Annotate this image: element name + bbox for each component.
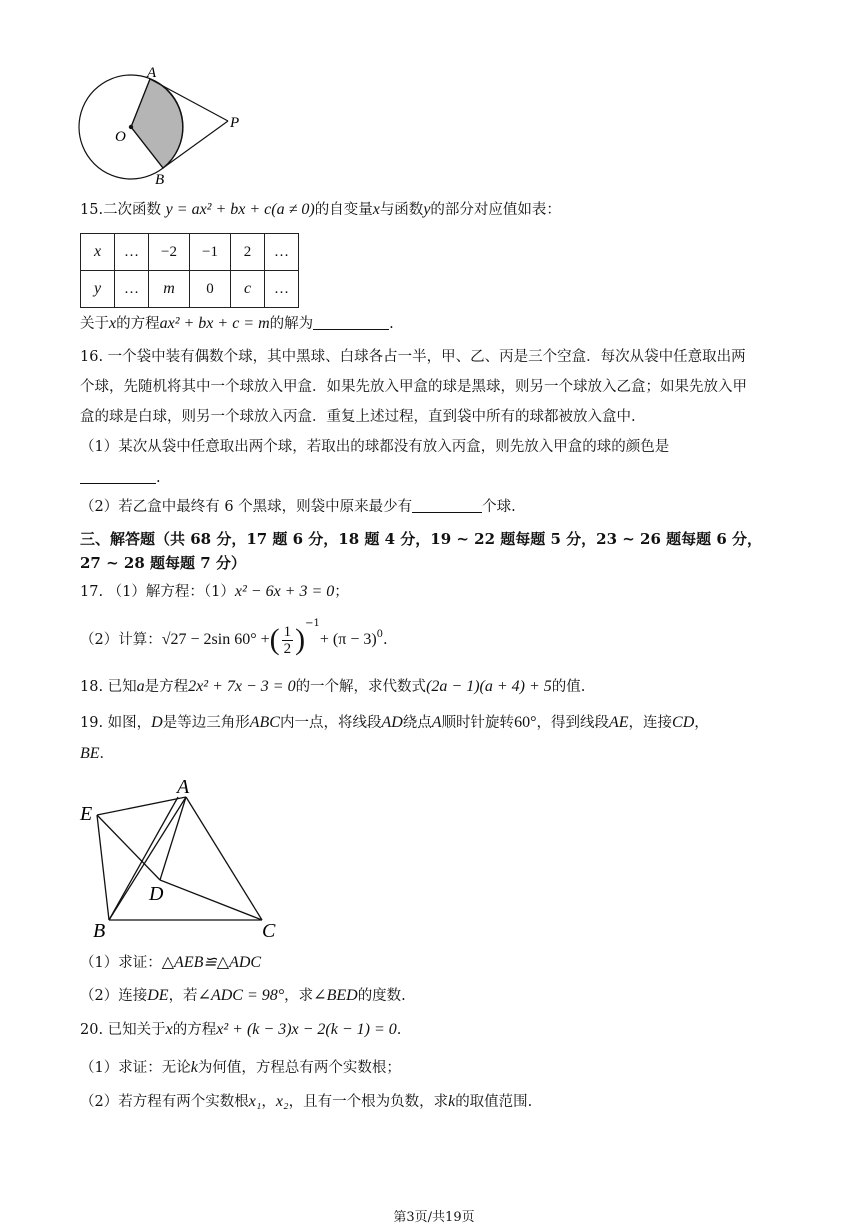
q16-line1: 16. 一个袋中装有偶数个球，其中黑球、白球各占一半，甲、乙、丙是三个空盒．每次从袋中任意取出两 [80, 349, 746, 365]
q15-after-x: x [109, 315, 117, 332]
q19-g: ，连接 [628, 715, 673, 731]
table-cell: −2 [149, 234, 190, 271]
page-footer: 第3页/共19页 [393, 1210, 475, 1225]
table-cell: 0 [190, 271, 231, 308]
q18-var: a [136, 678, 145, 695]
table-cell: c [231, 271, 265, 308]
q19-D: D [151, 714, 163, 731]
q18-equation: 2x² + 7x − 3 = 0 [188, 678, 296, 695]
q19-sub1-prefix: （1）求证： [80, 955, 162, 971]
table-cell: x [81, 234, 115, 271]
label-E: E [80, 803, 93, 825]
q19-d: 绕点 [402, 715, 432, 731]
q16-line2: 个球，先随机将其中一个球放入甲盒．如果先放入甲盒的球是黑球，则另一个球放入乙盒；如果先放入甲 [80, 379, 747, 395]
q15-text: 二次函数 [103, 202, 162, 218]
q15-var-y: y [423, 201, 431, 218]
exponent-zero: 0 [376, 629, 384, 640]
label-P: P [230, 115, 240, 131]
label-A: A [177, 776, 190, 798]
q16-sub2-b: 个球. [482, 499, 516, 515]
q20-x2: x₂ [275, 1093, 289, 1110]
q20-sub2-k: k [448, 1093, 456, 1110]
q16-sub1-end: . [156, 470, 161, 486]
table-cell: … [115, 234, 149, 271]
q15-text-c: 与函数 [379, 202, 424, 218]
q20-sub1-b: 为何值，方程总有两个实数根； [197, 1060, 401, 1076]
q17-sub2-end: . [383, 632, 388, 648]
q17-sub2-prefix: （2）计算： [80, 632, 162, 648]
section-3-heading-cont: 27 ~ 28 题每题 7 分） [80, 554, 246, 572]
label-B: B [93, 920, 106, 942]
q20-stem [80, 1020, 401, 1040]
q19-A: A [431, 714, 442, 731]
table-cell: … [115, 271, 149, 308]
q20-sep: ， [261, 1094, 276, 1110]
q20-x: x [165, 1021, 173, 1038]
q20-sub2-c: 的取值范围. [455, 1094, 533, 1110]
left-paren: ( [269, 623, 280, 656]
label-B: B [155, 172, 165, 188]
q19-deg: 60° [514, 714, 537, 731]
q20-x1: x₁ [248, 1093, 262, 1110]
label-D: D [149, 883, 164, 905]
q17-sub2-expr-a: √27 − 2sin 60° + [161, 631, 270, 648]
q15-var-x: x [372, 201, 380, 218]
q19-sub2-angle: ∠ADC = 98° [197, 987, 285, 1004]
q19-e: 顺时针旋转 [441, 715, 515, 731]
q20-end: . [396, 1022, 402, 1038]
q17-sub1-prefix: 17. （1）解方程：（1） [80, 584, 235, 600]
q17-sub1-equation: x² − 6x + 3 = 0 [234, 583, 335, 600]
q15-number: 15. [80, 202, 104, 218]
q17-sub1-end: ； [334, 584, 349, 600]
q19-line2-end: ． [99, 746, 115, 762]
q20-sub1-k: k [190, 1059, 198, 1076]
q18-a: 18. 已知 [80, 679, 137, 695]
q15-text-b: 的自变量 [314, 202, 373, 218]
q15-equation: ax² + bx + c = m [159, 315, 270, 332]
q19-a: 19. 如图， [80, 715, 152, 731]
q20-sub2-a: （2）若方程有两个实数根 [80, 1094, 249, 1110]
q15-after-a: 关于 [80, 316, 109, 332]
q19-sub2-c: ，求 [284, 988, 314, 1004]
q19-AE: AE [608, 714, 629, 731]
q15-end: . [389, 316, 394, 332]
q16-sub2-a: （2）若乙盒中最终有 6 个黑球，则袋中原来最少有 [80, 499, 413, 515]
q20-sub2 [80, 1092, 532, 1112]
section-3-heading: 三、解答题（共 68 分，17 题 6 分，18 题 4 分，19 ~ 22 题每题 5 分，23 ~ 26 题每题 6 分， [80, 530, 763, 548]
table-cell: y [81, 271, 115, 308]
q19-AD: AD [381, 714, 403, 731]
q20-sub2-b: ，且有一个根为负数，求 [288, 1094, 449, 1110]
q19-c: 内一点，将线段 [279, 715, 382, 731]
q18-b: 是方程 [144, 679, 189, 695]
q20-a: 20. 已知关于 [80, 1022, 166, 1038]
table-cell: … [265, 234, 299, 271]
q19-sub2-d: 的度数. [357, 988, 406, 1004]
fraction-numerator: 1 [283, 623, 292, 640]
label-O: O [115, 129, 126, 145]
q20-b: 的方程 [172, 1022, 217, 1038]
q18-expression: (2a − 1)(a + 4) + 5 [426, 678, 552, 695]
q19-f: ，得到线段 [536, 715, 609, 731]
q16-line3: 盒的球是白球，则另一个球放入丙盒．重复上述过程，直到袋中所有的球都被放入盒中. [80, 409, 636, 425]
table-cell: 2 [231, 234, 265, 271]
q20-sub1-a: （1）求证：无论 [80, 1060, 191, 1076]
label-C: C [262, 920, 276, 942]
q15-text-d: 的部分对应值如表： [430, 202, 561, 218]
table-cell: m [149, 271, 190, 308]
q15-function-expr: y = ax² + bx + c(a ≠ 0) [165, 201, 315, 218]
q19-sub2 [80, 986, 406, 1006]
q20-equation: x² + (k − 3)x − 2(k − 1) = 0 [216, 1021, 397, 1038]
q19-BE: BE [80, 745, 100, 762]
table-cell: … [265, 271, 299, 308]
q19-sub2-a: （2）连接 [80, 988, 148, 1004]
exponent: −1 [305, 618, 320, 629]
q19-CD: CD [672, 714, 695, 731]
q18-c: 的一个解，求代数式 [295, 679, 427, 695]
q19-ABC: ABC [249, 714, 280, 731]
table-cell: −1 [190, 234, 231, 271]
q19-sub1 [80, 953, 261, 973]
q19-sub1-expr: △AEB≌△ADC [161, 954, 262, 971]
q19-sub2-DE: DE [147, 987, 169, 1004]
q19-h: ， [694, 715, 709, 731]
q19-b: 是等边三角形 [162, 715, 250, 731]
q19-sub2-bed: ∠BED [313, 987, 358, 1004]
q16-sub1: （1）某次从袋中任意取出两个球，若取出的球都没有放入丙盒，则先放入甲盒的球的颜色是 [80, 439, 670, 455]
label-A: A [147, 65, 157, 81]
right-paren: ) [295, 623, 306, 656]
q18-d: 的值. [551, 679, 586, 695]
q15-after-c: 的解为 [269, 316, 314, 332]
q15-after-b: 的方程 [116, 316, 160, 332]
q17-sub2-expr-b: + (π − 3) [319, 631, 377, 648]
q19-sub2-b: ，若 [168, 988, 198, 1004]
fraction-denominator: 2 [283, 640, 292, 657]
q20-sub1 [80, 1058, 401, 1078]
